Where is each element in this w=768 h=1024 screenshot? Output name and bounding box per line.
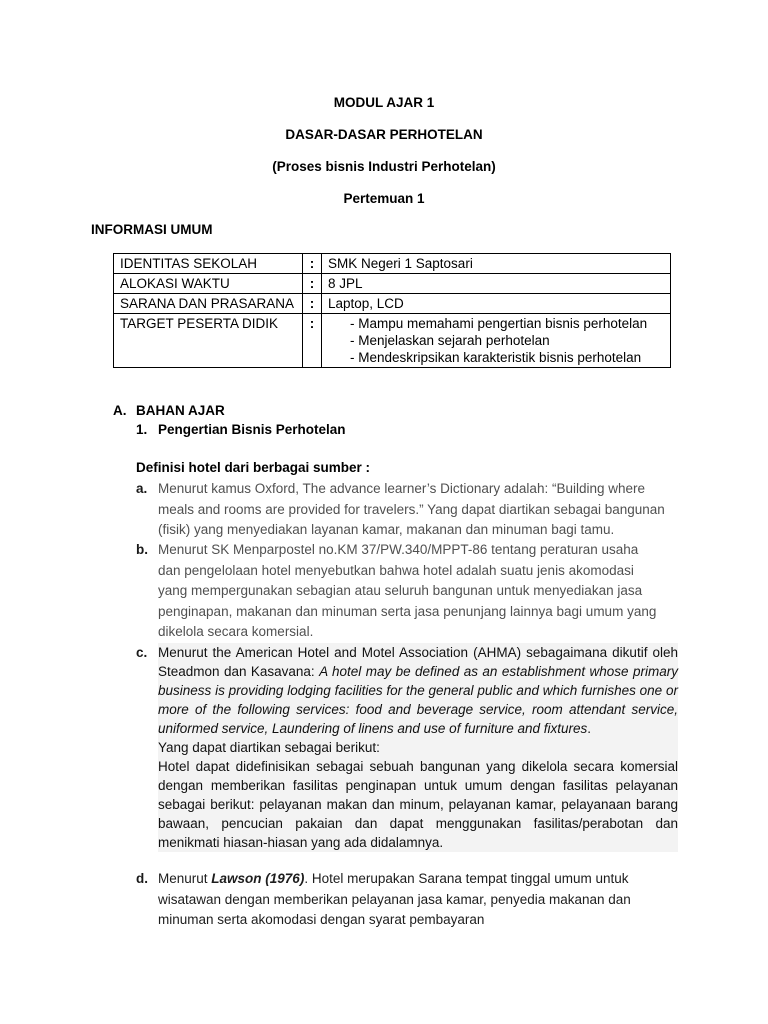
list-marker: a. xyxy=(136,481,148,496)
text-line: Menurut SK Menparpostel no.KM 37/PW.340/MPPT-86 tentang peraturan usaha xyxy=(158,542,639,557)
table-cell-separator: : xyxy=(303,274,322,294)
target-item: - Mendeskripsikan karakteristik bisnis perhotelan xyxy=(350,350,642,365)
table-cell-label: TARGET PESERTA DIDIK xyxy=(114,314,303,368)
definition-text xyxy=(158,869,678,931)
table-cell-value: 8 JPL xyxy=(322,274,671,294)
section-marker: A. xyxy=(113,403,127,418)
subject-title: DASAR-DASAR PERHOTELAN xyxy=(285,127,483,142)
table-cell-separator: : xyxy=(303,294,322,314)
definition-text xyxy=(158,479,678,541)
definition-intro: Menurut the American Hotel and Motel Association (AHMA) sebagaimana dikutif oleh Steadmon dan Kasavana: xyxy=(158,645,678,679)
table-cell-value: SMK Negeri 1 Saptosari xyxy=(322,254,671,274)
meeting-title: Pertemuan 1 xyxy=(343,191,425,206)
subsection-1-heading xyxy=(136,422,346,437)
source-name: Lawson (1976) xyxy=(211,871,305,886)
general-info-heading: INFORMASI UMUM xyxy=(91,222,213,237)
quote-end: . xyxy=(587,721,592,736)
target-item: - Mampu memahami pengertian bisnis perhotelan xyxy=(350,316,648,331)
text-line: yang mempergunakan sebagian atau seluruh bangunan untuk menyediakan jasa xyxy=(158,583,643,598)
section-a-heading xyxy=(113,403,225,418)
text-line: penginapan, makanan dan minuman serta jasa penunjang lainnya bagi umum yang xyxy=(158,603,657,619)
list-marker: c. xyxy=(136,645,148,660)
definition-text xyxy=(158,540,678,643)
table-cell-label: SARANA DAN PRASARANA xyxy=(114,294,303,314)
table-cell-label: ALOKASI WAKTU xyxy=(114,274,303,294)
table-cell-value: Laptop, LCD xyxy=(322,294,671,314)
definition-item-d xyxy=(136,869,678,931)
definition-item-a xyxy=(136,479,678,541)
list-marker: b. xyxy=(136,542,148,557)
text-line: dikelola secara komersial. xyxy=(158,624,314,639)
definition-item-b xyxy=(136,540,678,643)
text-line: (fisik) yang menyediakan layanan kamar, makanan dan minuman bagi tamu. xyxy=(158,522,615,537)
text-line: Menurut kamus Oxford, The advance learner’s Dictionary adalah: “Building where xyxy=(158,481,646,496)
definitions-heading: Definisi hotel dari berbagai sumber : xyxy=(136,460,371,475)
table-cell-label: IDENTITAS SEKOLAH xyxy=(114,254,303,274)
text-line: minuman serta akomodasi dengan syarat pembayaran xyxy=(158,912,485,927)
table-cell-separator: : xyxy=(303,254,322,274)
text-rest: . Hotel merupakan Sarana tempat tinggal umum untuk xyxy=(304,871,629,886)
text-line: meals and rooms are provided for travelers.” Yang dapat diartikan sebagai bangunan xyxy=(158,501,665,517)
table-row xyxy=(114,274,671,294)
target-item: - Menjelaskan sejarah perhotelan xyxy=(350,333,550,348)
definition-text xyxy=(158,643,678,852)
list-marker: d. xyxy=(136,871,148,886)
text-line: dan pengelolaan hotel menyebutkan bahwa hotel adalah suatu jenis akomodasi xyxy=(158,562,634,578)
subsection-marker: 1. xyxy=(136,422,148,437)
table-row xyxy=(114,314,671,368)
definition-quote: A hotel may be defined as an establishment whose primary business is providing lodging facilities for the general public and which furnishes one or more of the following services: food and beverage service, room attendant service, uniformed service, Laundering of linens and use of furniture and fixtures xyxy=(158,664,678,736)
source-prefix: Menurut xyxy=(158,871,212,886)
info-table xyxy=(113,253,671,368)
module-title: MODUL AJAR 1 xyxy=(333,95,435,110)
table-row xyxy=(114,294,671,314)
topic-title: (Proses bisnis Industri Perhotelan) xyxy=(272,159,496,174)
table-cell-value xyxy=(322,314,671,368)
section-title: BAHAN AJAR xyxy=(136,403,225,418)
table-row xyxy=(114,254,671,274)
translation-label: Yang dapat diartikan sebagai berikut: xyxy=(158,740,380,755)
definition-item-c xyxy=(136,643,678,852)
translation-text: Hotel dapat didefinisikan sebagai sebuah bangunan yang dikelola secara komersial dengan memberikan fasilitas penginapan untuk umum dengan fasilitas pelayanan sebagai berikut: pelayanan makan dan minum, pelayanan kamar, pelayanaan barang bawaan, pencucian pakaian dan dapat menggunakan fasilitas/perabotan dan menikmati hiasan-hiasan yang ada didalamnya. xyxy=(158,759,678,850)
table-cell-separator: : xyxy=(303,314,322,368)
text-line xyxy=(158,869,678,890)
subsection-title: Pengertian Bisnis Perhotelan xyxy=(158,422,346,437)
text-line: wisatawan dengan memberikan pelayanan jasa kamar, penyedia makanan dan xyxy=(158,891,631,907)
